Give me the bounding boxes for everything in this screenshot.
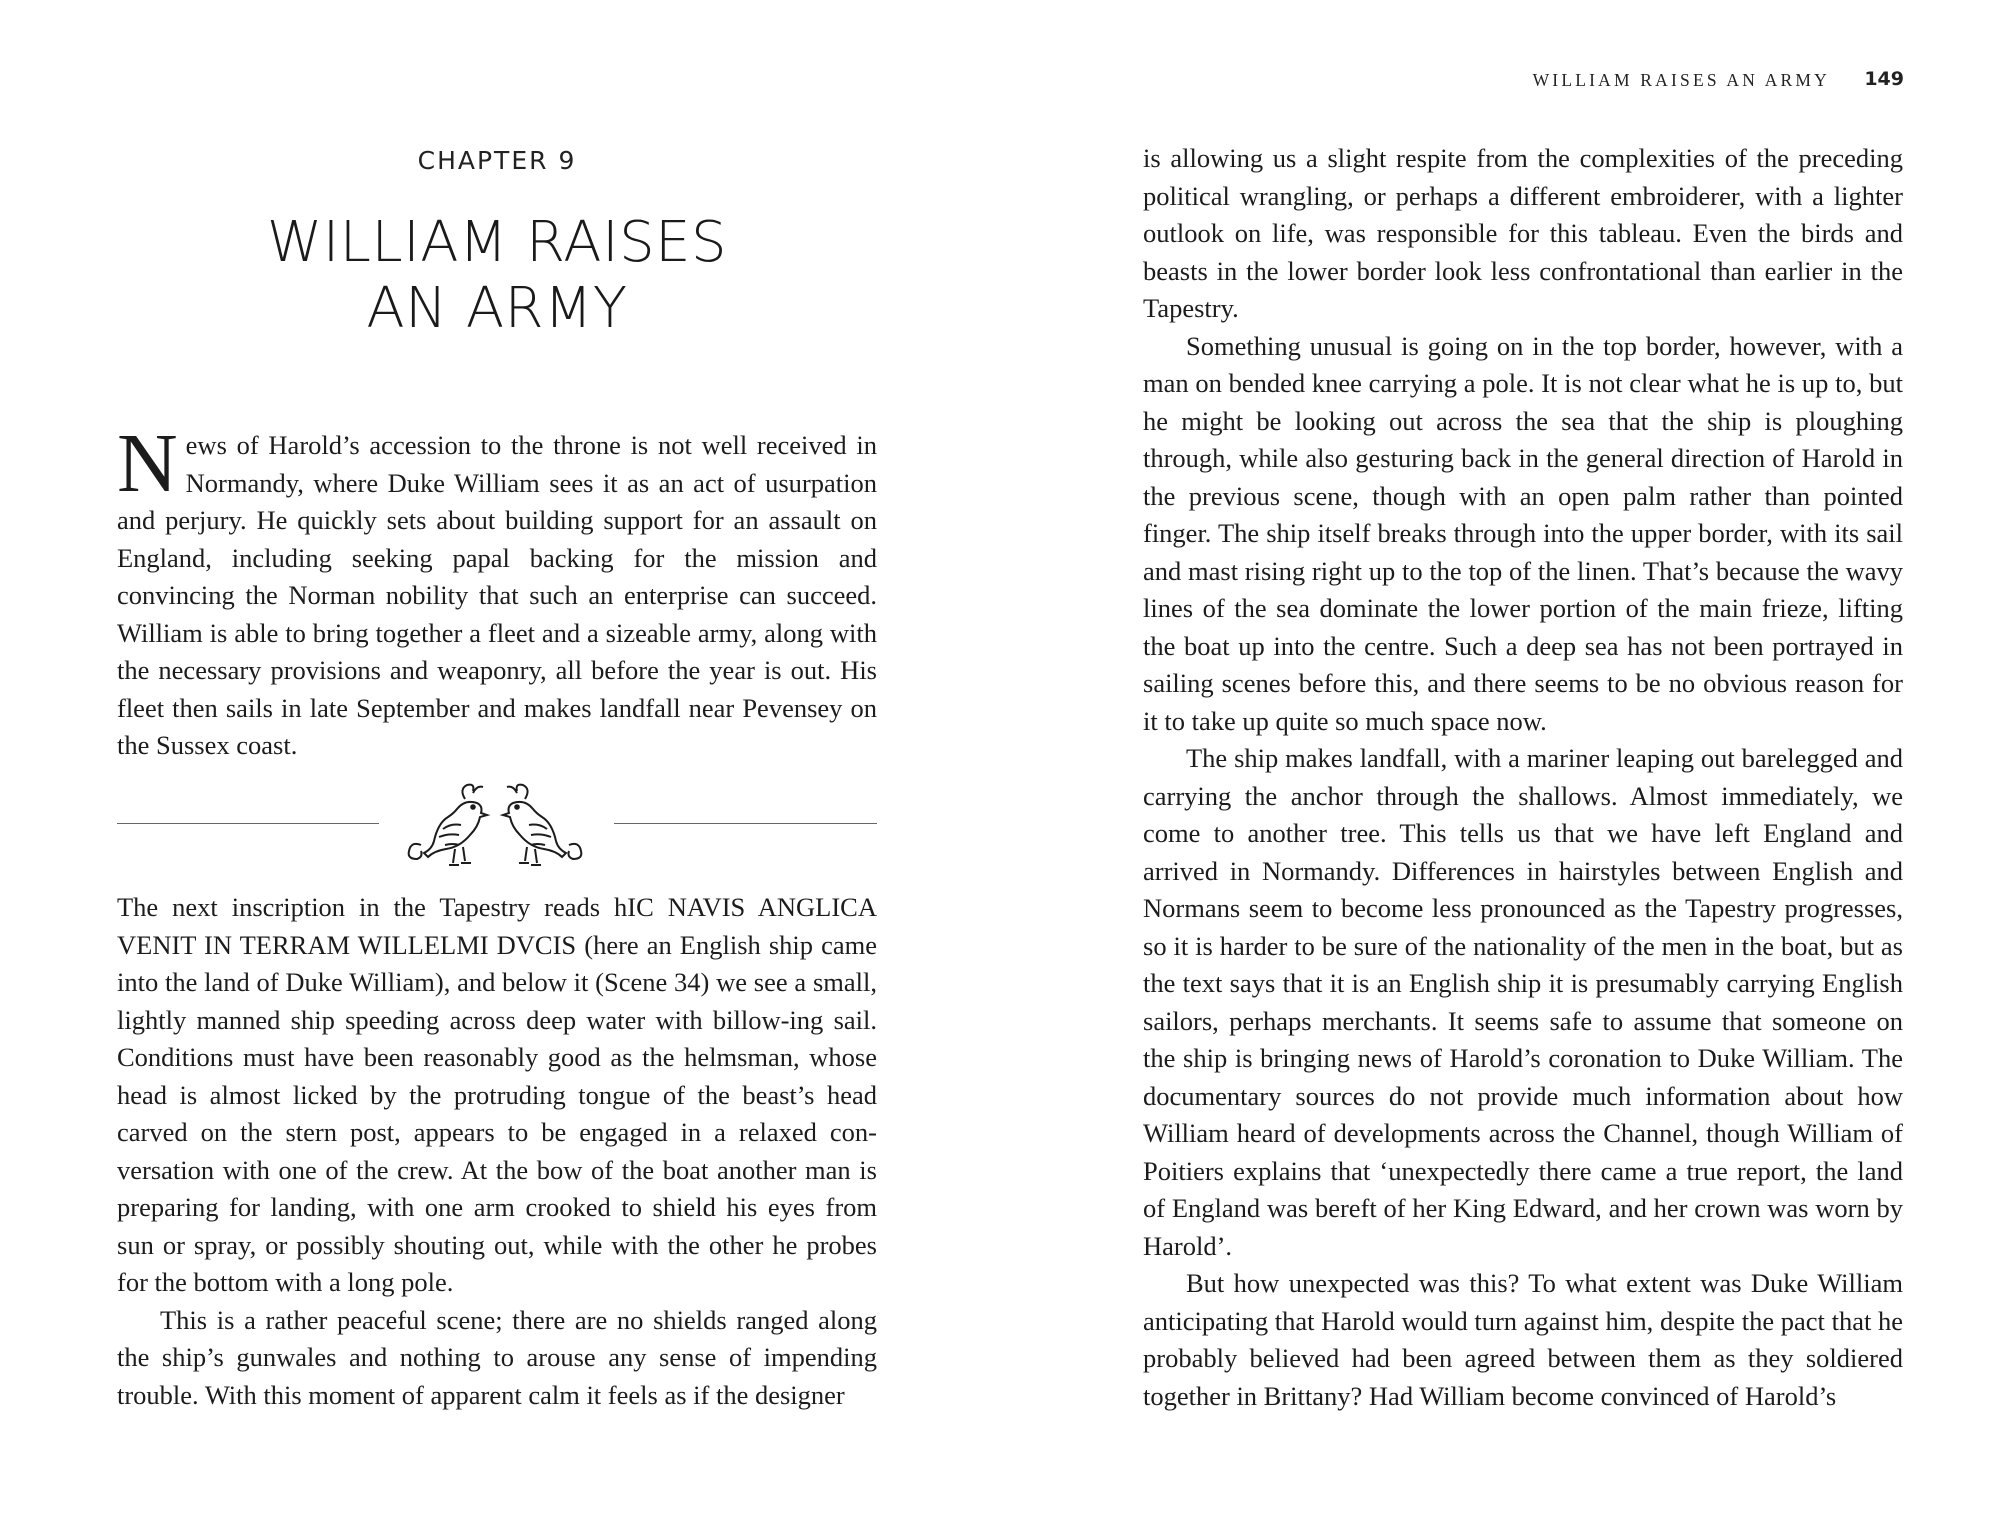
page-number: 149 [1864,68,1904,90]
right-paragraph-2: Something unusual is going on in the top border, however, with a man on bended knee carrying a pole. It is not clear what he is up to, but he might be looking out across the sea that the ship is ploughing through, while also gesturing back in the general direction of Harold in the previous scene, though with an open palm rather than pointed finger. The ship itself breaks through into the upper border, with its sail and mast rising right up to the top of the linen. That’s because the wavy lines of the sea dominate the lower portion of the main frieze, lifting the boat up into the centre. Such a deep sea has not been portrayed in sailing scenes before this, and there seems to be no obvious reason for it to take up quite so much space now. [1143,330,1903,736]
chapter-title [117,210,877,342]
right-paragraph-1: is allowing us a slight respite from the complexities of the preceding political wrangling, or perhaps a different embroiderer, with a lighter outlook on life, was responsible for this tableau. Even the birds and beasts in the lower border look less confrontational than earlier in the Tapestry. [1143,143,1903,323]
left-paragraph-2: This is a rather peaceful scene; there are no shields ranged along the ship’s gunwales and nothing to arouse any sense of impending trouble. With this moment of apparent calm it feels as if the designer [117,1304,877,1410]
ornament-rule-right [614,823,877,824]
drop-cap: N [117,417,178,510]
left-body-text [117,889,877,1414]
chapter-title-line2: AN ARMY [366,276,628,341]
intro-text: ews of Harold’s accession to the throne is not well received in Normandy, where Duke William sees it as an act of usurpation and perjury. He quickly sets about building support for an assault on England, including seeking papal backing for the mission and convincing the Norman nobility that such an enterprise can succeed. William is able to bring together a fleet and a sizeable army, along with the necessary provisions and weaponry, all before the year is out. His fleet then sails in late September and makes landfall near Pevensey on the Sussex coast. [117,430,877,760]
right-bird-icon [503,785,581,865]
right-paragraph-4: But how unexpected was this? To what extent was Duke William anticipating that Harold would turn against him, despite the pact that he probably believed had been agreed between them as they soldiered together in Brittany? Had William become convinced of Harold’s [1143,1268,1903,1411]
chapter-intro [117,417,877,765]
left-paragraph-1: The next inscription in the Tapestry reads hIC NAVIS ANGLICA VENIT IN TERRAM WILLELMI DVCIS (here an English ship came into the land of Duke William), and below it (Scene 34) we see a small, lightly manned ship speeding across deep water with billow-ing sail. Conditions must have been reasonably good as the helmsman, whose head is almost licked by the protruding tongue of the beast’s head carved on the stern post, appears to be engaged in a relaxed con-versation with one of the crew. At the bow of the boat another man is preparing for landing, with one arm crooked to shield his eyes from sun or spray, or possibly shouting out, while with the other he probes for the bottom with a long pole. [117,892,877,1297]
left-bird-icon [409,785,487,865]
ornament-rule-left [117,823,379,824]
right-body-text [1143,140,1903,1415]
right-page [1000,0,2000,1535]
bird-pair-ornament-icon [395,779,595,871]
running-head: WILLIAM RAISES AN ARMY [1532,70,1830,90]
chapter-label: CHAPTER 9 [417,146,577,175]
chapter-title-line1: WILLIAM RAISES [266,210,728,275]
right-paragraph-3: The ship makes landfall, with a mariner leaping out barelegged and carrying the anchor through the shallows. Almost immediately, we come to another tree. This tells us that we have left England and arrived in Normandy. Differences in hairstyles between English and Normans seem to become less pronounced as the Tapestry progresses, so it is harder to be sure of the nationality of the men in the boat, but as the text says that it is an English ship it is presumably carrying English sailors, perhaps merchants. It seems safe to assume that someone on the ship is bringing news of Harold’s coronation to Duke William. The documentary sources do not provide much information about how William heard of developments across the Channel, though William of Poitiers explains that ‘unexpectedly there came a true report, the land of England was bereft of her King Edward, and her crown was worn by Harold’. [1143,743,1903,1261]
